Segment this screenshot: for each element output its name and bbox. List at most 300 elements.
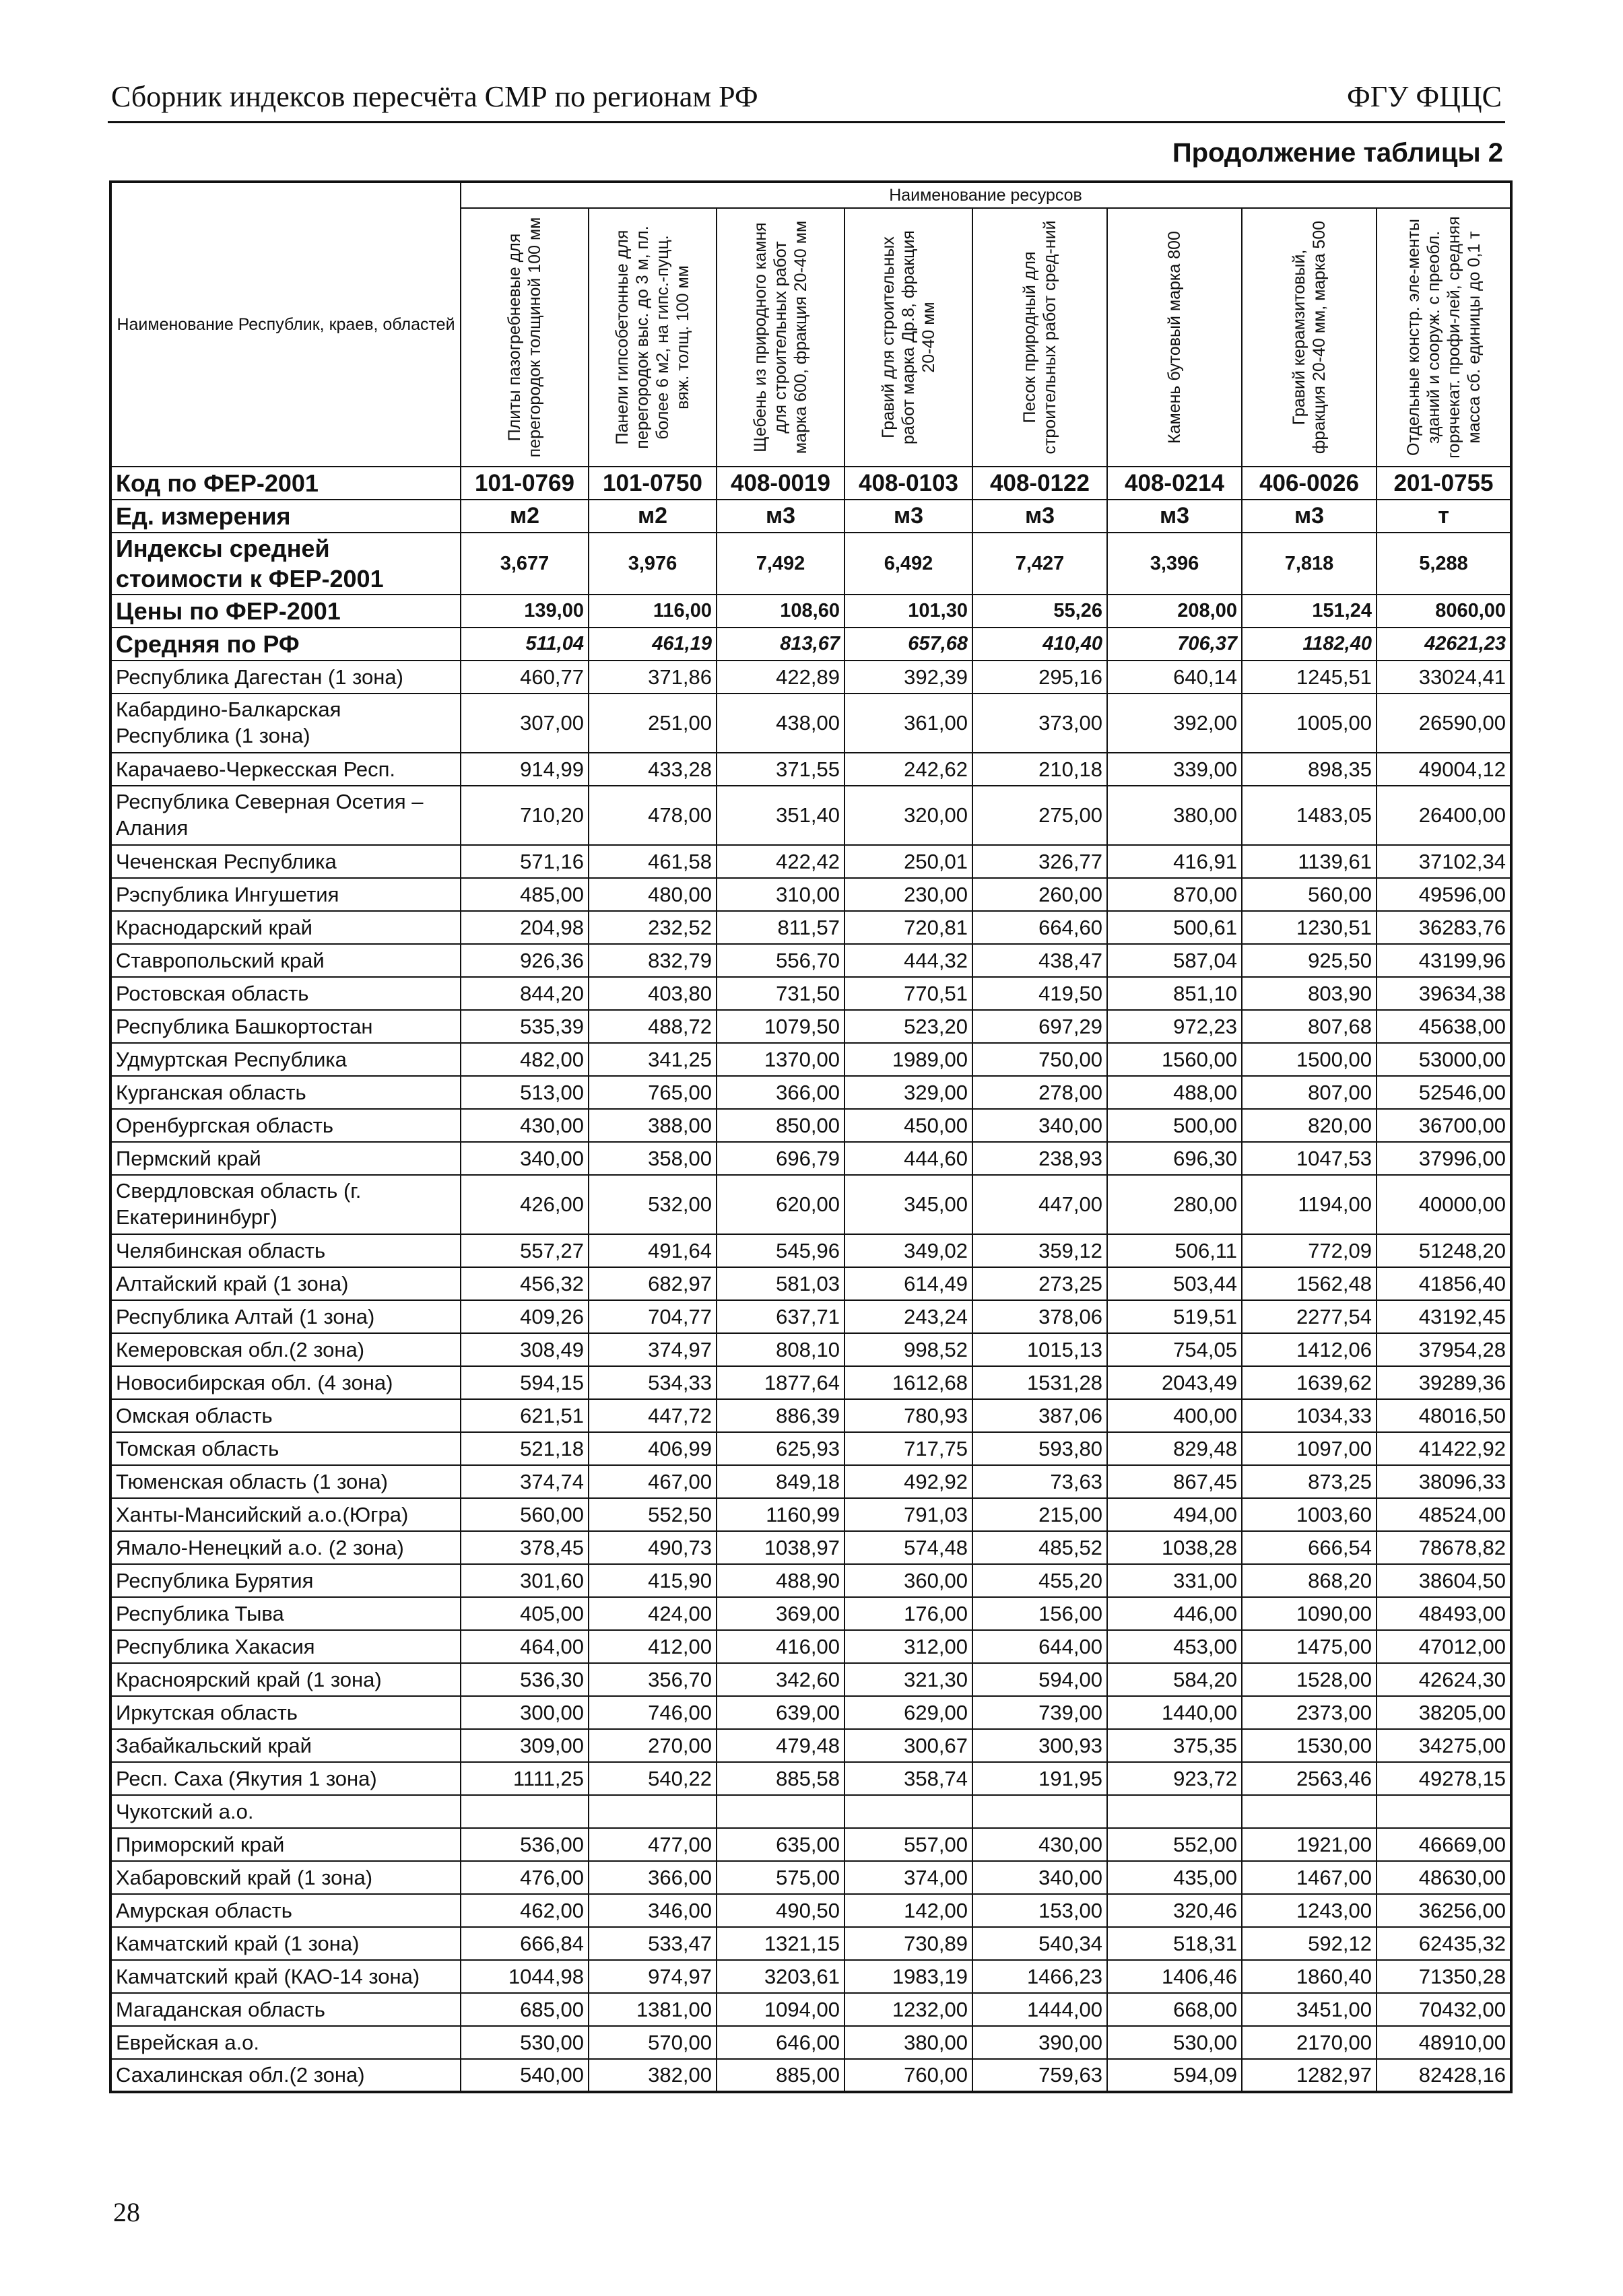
value-cell: 375,35 bbox=[1107, 1729, 1242, 1762]
value-cell: 594,09 bbox=[1107, 2059, 1242, 2092]
value-cell: 412,00 bbox=[589, 1630, 717, 1663]
value-cell: 1877,64 bbox=[717, 1366, 844, 1399]
value-cell: 533,47 bbox=[589, 1927, 717, 1960]
value-cell: 419,50 bbox=[972, 977, 1107, 1010]
table-row bbox=[110, 1828, 1511, 1861]
table-row bbox=[110, 1663, 1511, 1696]
value-cell: 374,74 bbox=[461, 1465, 589, 1498]
code-row bbox=[110, 467, 1511, 500]
code-row-cell: 101-0750 bbox=[589, 467, 717, 500]
value-cell: 62435,32 bbox=[1377, 1927, 1511, 1960]
index-row-cell: 3,976 bbox=[589, 533, 717, 595]
average-row-cell: 410,40 bbox=[972, 628, 1107, 661]
value-cell: 1531,28 bbox=[972, 1366, 1107, 1399]
value-cell: 320,46 bbox=[1107, 1894, 1242, 1927]
value-cell: 142,00 bbox=[844, 1894, 972, 1927]
region-name: Республика Бурятия bbox=[110, 1564, 461, 1597]
value-cell: 52546,00 bbox=[1377, 1076, 1511, 1109]
value-cell: 369,00 bbox=[717, 1597, 844, 1630]
value-cell: 540,22 bbox=[589, 1762, 717, 1795]
value-cell: 593,80 bbox=[972, 1432, 1107, 1465]
value-cell: 53000,00 bbox=[1377, 1043, 1511, 1076]
value-cell: 488,00 bbox=[1107, 1076, 1242, 1109]
value-cell: 1038,28 bbox=[1107, 1531, 1242, 1564]
table-row bbox=[110, 1142, 1511, 1175]
value-cell: 351,40 bbox=[717, 786, 844, 845]
unit-row-cell: м2 bbox=[461, 500, 589, 533]
value-cell: 467,00 bbox=[589, 1465, 717, 1498]
value-cell: 374,97 bbox=[589, 1333, 717, 1366]
table-row bbox=[110, 1795, 1511, 1828]
value-cell: 320,00 bbox=[844, 786, 972, 845]
value-cell: 326,77 bbox=[972, 845, 1107, 878]
value-cell: 575,00 bbox=[717, 1861, 844, 1894]
value-cell: 829,48 bbox=[1107, 1432, 1242, 1465]
value-cell: 1381,00 bbox=[589, 1993, 717, 2026]
value-cell: 346,00 bbox=[589, 1894, 717, 1927]
index-row-cell: 7,427 bbox=[972, 533, 1107, 595]
table-row bbox=[110, 2059, 1511, 2092]
value-cell: 342,60 bbox=[717, 1663, 844, 1696]
value-cell: 490,50 bbox=[717, 1894, 844, 1927]
region-name: Республика Башкортостан bbox=[110, 1010, 461, 1043]
value-cell: 540,34 bbox=[972, 1927, 1107, 1960]
average-row-label: Средняя по РФ bbox=[110, 628, 461, 661]
code-row-cell: 101-0769 bbox=[461, 467, 589, 500]
value-cell: 392,00 bbox=[1107, 694, 1242, 753]
value-cell: 739,00 bbox=[972, 1696, 1107, 1729]
value-cell: 850,00 bbox=[717, 1109, 844, 1142]
price-row-cell: 108,60 bbox=[717, 595, 844, 628]
value-cell: 1139,61 bbox=[1242, 845, 1377, 878]
value-cell: 1321,15 bbox=[717, 1927, 844, 1960]
region-name: Забайкальский край bbox=[110, 1729, 461, 1762]
value-cell: 1230,51 bbox=[1242, 911, 1377, 944]
region-name: Хабаровский край (1 зона) bbox=[110, 1861, 461, 1894]
value-cell: 885,00 bbox=[717, 2059, 844, 2092]
value-cell: 696,79 bbox=[717, 1142, 844, 1175]
unit-row-cell: т bbox=[1377, 500, 1511, 533]
value-cell: 273,25 bbox=[972, 1267, 1107, 1300]
value-cell: 3451,00 bbox=[1242, 1993, 1377, 2026]
value-cell: 1440,00 bbox=[1107, 1696, 1242, 1729]
value-cell: 521,18 bbox=[461, 1432, 589, 1465]
table-row bbox=[110, 845, 1511, 878]
value-cell: 710,20 bbox=[461, 786, 589, 845]
value-cell: 215,00 bbox=[972, 1498, 1107, 1531]
average-row-cell: 511,04 bbox=[461, 628, 589, 661]
value-cell: 43192,45 bbox=[1377, 1300, 1511, 1333]
value-cell: 447,00 bbox=[972, 1175, 1107, 1234]
value-cell: 646,00 bbox=[717, 2026, 844, 2059]
value-cell: 479,48 bbox=[717, 1729, 844, 1762]
value-cell: 42624,30 bbox=[1377, 1663, 1511, 1696]
value-cell: 730,89 bbox=[844, 1927, 972, 1960]
region-name: Республика Алтай (1 зона) bbox=[110, 1300, 461, 1333]
region-name: Сахалинская обл.(2 зона) bbox=[110, 2059, 461, 2092]
value-cell: 635,00 bbox=[717, 1828, 844, 1861]
value-cell: 1034,33 bbox=[1242, 1399, 1377, 1432]
value-cell: 685,00 bbox=[461, 1993, 589, 2026]
value-cell: 340,00 bbox=[461, 1142, 589, 1175]
region-name: Ханты-Мансийский а.о.(Югра) bbox=[110, 1498, 461, 1531]
value-cell: 491,64 bbox=[589, 1234, 717, 1267]
region-name: Кемеровская обл.(2 зона) bbox=[110, 1333, 461, 1366]
value-cell: 760,00 bbox=[844, 2059, 972, 2092]
unit-row-cell: м3 bbox=[717, 500, 844, 533]
value-cell: 1005,00 bbox=[1242, 694, 1377, 753]
value-cell: 1466,23 bbox=[972, 1960, 1107, 1993]
region-name: Камчатский край (КАО-14 зона) bbox=[110, 1960, 461, 1993]
value-cell: 540,00 bbox=[461, 2059, 589, 2092]
value-cell: 490,73 bbox=[589, 1531, 717, 1564]
value-cell: 360,00 bbox=[844, 1564, 972, 1597]
table-row bbox=[110, 1894, 1511, 1927]
value-cell: 811,57 bbox=[717, 911, 844, 944]
table-row bbox=[110, 661, 1511, 694]
value-cell: 308,49 bbox=[461, 1333, 589, 1366]
value-cell: 2563,46 bbox=[1242, 1762, 1377, 1795]
value-cell: 378,45 bbox=[461, 1531, 589, 1564]
value-cell: 460,77 bbox=[461, 661, 589, 694]
value-cell: 1475,00 bbox=[1242, 1630, 1377, 1663]
value-cell: 1160,99 bbox=[717, 1498, 844, 1531]
value-cell: 480,00 bbox=[589, 878, 717, 911]
region-name: Карачаево-Черкесская Респ. bbox=[110, 753, 461, 786]
table-row bbox=[110, 753, 1511, 786]
resources-group-header: Наименование ресурсов bbox=[461, 182, 1511, 208]
value-cell: 807,00 bbox=[1242, 1076, 1377, 1109]
value-cell: 535,39 bbox=[461, 1010, 589, 1043]
value-cell: 1243,00 bbox=[1242, 1894, 1377, 1927]
value-cell: 464,00 bbox=[461, 1630, 589, 1663]
value-cell: 41422,92 bbox=[1377, 1432, 1511, 1465]
value-cell: 500,61 bbox=[1107, 911, 1242, 944]
average-row-cell: 42621,23 bbox=[1377, 628, 1511, 661]
value-cell: 33024,41 bbox=[1377, 661, 1511, 694]
value-cell: 1090,00 bbox=[1242, 1597, 1377, 1630]
value-cell: 321,30 bbox=[844, 1663, 972, 1696]
region-name: Свердловская область (г. Екатерининбург) bbox=[110, 1175, 461, 1234]
region-column-header: Наименование Республик, краев, областей bbox=[110, 182, 461, 467]
value-cell: 45638,00 bbox=[1377, 1010, 1511, 1043]
table-row bbox=[110, 1333, 1511, 1366]
value-cell: 2043,49 bbox=[1107, 1366, 1242, 1399]
value-cell: 71350,28 bbox=[1377, 1960, 1511, 1993]
value-cell: 339,00 bbox=[1107, 753, 1242, 786]
value-cell: 518,31 bbox=[1107, 1927, 1242, 1960]
value-cell: 48630,00 bbox=[1377, 1861, 1511, 1894]
index-row-cell: 6,492 bbox=[844, 533, 972, 595]
value-cell: 832,79 bbox=[589, 944, 717, 977]
value-cell: 849,18 bbox=[717, 1465, 844, 1498]
value-cell: 70432,00 bbox=[1377, 1993, 1511, 2026]
average-row-cell: 706,37 bbox=[1107, 628, 1242, 661]
value-cell: 644,00 bbox=[972, 1630, 1107, 1663]
value-cell: 438,00 bbox=[717, 694, 844, 753]
region-name: Ямало-Ненецкий а.о. (2 зона) bbox=[110, 1531, 461, 1564]
region-name: Республика Дагестан (1 зона) bbox=[110, 661, 461, 694]
value-cell: 446,00 bbox=[1107, 1597, 1242, 1630]
value-cell: 371,55 bbox=[717, 753, 844, 786]
value-cell: 803,90 bbox=[1242, 977, 1377, 1010]
region-name: Чукотский а.о. bbox=[110, 1795, 461, 1828]
value-cell: 1467,00 bbox=[1242, 1861, 1377, 1894]
table-row bbox=[110, 1076, 1511, 1109]
value-cell: 422,42 bbox=[717, 845, 844, 878]
value-cell: 39634,38 bbox=[1377, 977, 1511, 1010]
value-cell: 275,00 bbox=[972, 786, 1107, 845]
value-cell: 807,68 bbox=[1242, 1010, 1377, 1043]
region-name: Республика Северная Осетия – Алания bbox=[110, 786, 461, 845]
value-cell: 26400,00 bbox=[1377, 786, 1511, 845]
value-cell: 51248,20 bbox=[1377, 1234, 1511, 1267]
value-cell: 380,00 bbox=[1107, 786, 1242, 845]
value-cell: 668,00 bbox=[1107, 1993, 1242, 2026]
resource-column-header: Песок природный для строительных работ сред-ний bbox=[972, 208, 1107, 467]
value-cell: 513,00 bbox=[461, 1076, 589, 1109]
region-name: Ростовская область bbox=[110, 977, 461, 1010]
value-cell: 40000,00 bbox=[1377, 1175, 1511, 1234]
value-cell: 873,25 bbox=[1242, 1465, 1377, 1498]
value-cell bbox=[717, 1795, 844, 1828]
unit-row-cell: м3 bbox=[972, 500, 1107, 533]
value-cell: 488,90 bbox=[717, 1564, 844, 1597]
value-cell: 426,00 bbox=[461, 1175, 589, 1234]
value-cell: 415,90 bbox=[589, 1564, 717, 1597]
value-cell: 1528,00 bbox=[1242, 1663, 1377, 1696]
value-cell: 380,00 bbox=[844, 2026, 972, 2059]
region-name: Тюменская область (1 зона) bbox=[110, 1465, 461, 1498]
price-row-cell: 55,26 bbox=[972, 595, 1107, 628]
value-cell: 614,49 bbox=[844, 1267, 972, 1300]
index-row-cell: 5,288 bbox=[1377, 533, 1511, 595]
region-name: Иркутская область bbox=[110, 1696, 461, 1729]
value-cell: 1530,00 bbox=[1242, 1729, 1377, 1762]
price-row-cell: 101,30 bbox=[844, 595, 972, 628]
table-row bbox=[110, 786, 1511, 845]
code-row-cell: 408-0214 bbox=[1107, 467, 1242, 500]
code-row-cell: 408-0103 bbox=[844, 467, 972, 500]
unit-row bbox=[110, 500, 1511, 533]
region-name: Чеченская Республика bbox=[110, 845, 461, 878]
value-cell: 456,32 bbox=[461, 1267, 589, 1300]
index-row-label: Индексы средней стоимости к ФЕР-2001 bbox=[110, 533, 461, 595]
region-name: Рэспублика Ингушетия bbox=[110, 878, 461, 911]
value-cell: 560,00 bbox=[1242, 878, 1377, 911]
region-name: Кабардино-Балкарская Республика (1 зона) bbox=[110, 694, 461, 753]
value-cell: 1047,53 bbox=[1242, 1142, 1377, 1175]
value-cell: 38604,50 bbox=[1377, 1564, 1511, 1597]
value-cell: 307,00 bbox=[461, 694, 589, 753]
value-cell bbox=[1242, 1795, 1377, 1828]
value-cell: 867,45 bbox=[1107, 1465, 1242, 1498]
value-cell: 587,04 bbox=[1107, 944, 1242, 977]
price-row-cell: 208,00 bbox=[1107, 595, 1242, 628]
code-row-cell: 408-0019 bbox=[717, 467, 844, 500]
index-row-cell: 3,396 bbox=[1107, 533, 1242, 595]
value-cell: 492,92 bbox=[844, 1465, 972, 1498]
value-cell: 523,20 bbox=[844, 1010, 972, 1043]
value-cell: 530,00 bbox=[1107, 2026, 1242, 2059]
value-cell: 885,58 bbox=[717, 1762, 844, 1795]
value-cell: 720,81 bbox=[844, 911, 972, 944]
value-cell bbox=[1377, 1795, 1511, 1828]
value-cell: 36700,00 bbox=[1377, 1109, 1511, 1142]
value-cell: 488,72 bbox=[589, 1010, 717, 1043]
value-cell: 405,00 bbox=[461, 1597, 589, 1630]
region-name: Удмуртская Республика bbox=[110, 1043, 461, 1076]
value-cell: 450,00 bbox=[844, 1109, 972, 1142]
value-cell: 204,98 bbox=[461, 911, 589, 944]
table-row bbox=[110, 1267, 1511, 1300]
value-cell: 552,00 bbox=[1107, 1828, 1242, 1861]
value-cell: 461,58 bbox=[589, 845, 717, 878]
resource-column-header: Гравий керамзитовый, фракция 20-40 мм, марка 500 bbox=[1242, 208, 1377, 467]
table-continuation-title: Продолжение таблицы 2 bbox=[1172, 138, 1503, 168]
value-cell: 625,93 bbox=[717, 1432, 844, 1465]
value-cell: 570,00 bbox=[589, 2026, 717, 2059]
table-row bbox=[110, 1432, 1511, 1465]
value-cell: 422,89 bbox=[717, 661, 844, 694]
value-cell: 1111,25 bbox=[461, 1762, 589, 1795]
value-cell: 37954,28 bbox=[1377, 1333, 1511, 1366]
table-row bbox=[110, 1043, 1511, 1076]
average-row-cell: 813,67 bbox=[717, 628, 844, 661]
value-cell bbox=[844, 1795, 972, 1828]
price-row bbox=[110, 595, 1511, 628]
value-cell: 1639,62 bbox=[1242, 1366, 1377, 1399]
value-cell: 345,00 bbox=[844, 1175, 972, 1234]
value-cell: 153,00 bbox=[972, 1894, 1107, 1927]
unit-row-cell: м3 bbox=[1242, 500, 1377, 533]
value-cell: 373,00 bbox=[972, 694, 1107, 753]
value-cell: 1483,05 bbox=[1242, 786, 1377, 845]
value-cell: 366,00 bbox=[589, 1861, 717, 1894]
value-cell: 1044,98 bbox=[461, 1960, 589, 1993]
region-name: Оренбургская область bbox=[110, 1109, 461, 1142]
value-cell: 1282,97 bbox=[1242, 2059, 1377, 2092]
index-row-cell: 7,492 bbox=[717, 533, 844, 595]
value-cell: 666,84 bbox=[461, 1927, 589, 1960]
value-cell: 1094,00 bbox=[717, 1993, 844, 2026]
region-name: Омская область bbox=[110, 1399, 461, 1432]
value-cell: 1079,50 bbox=[717, 1010, 844, 1043]
page-number: 28 bbox=[113, 2197, 140, 2227]
value-cell: 403,80 bbox=[589, 977, 717, 1010]
value-cell: 358,74 bbox=[844, 1762, 972, 1795]
value-cell: 371,86 bbox=[589, 661, 717, 694]
value-cell: 47012,00 bbox=[1377, 1630, 1511, 1663]
value-cell: 571,16 bbox=[461, 845, 589, 878]
value-cell: 37102,34 bbox=[1377, 845, 1511, 878]
value-cell: 280,00 bbox=[1107, 1175, 1242, 1234]
value-cell: 637,71 bbox=[717, 1300, 844, 1333]
value-cell: 759,63 bbox=[972, 2059, 1107, 2092]
table-row bbox=[110, 1630, 1511, 1663]
table-row bbox=[110, 1399, 1511, 1432]
value-cell: 972,23 bbox=[1107, 1010, 1242, 1043]
value-cell: 453,00 bbox=[1107, 1630, 1242, 1663]
value-cell: 851,10 bbox=[1107, 977, 1242, 1010]
region-name: Респ. Саха (Якутия 1 зона) bbox=[110, 1762, 461, 1795]
value-cell: 242,62 bbox=[844, 753, 972, 786]
value-cell: 868,20 bbox=[1242, 1564, 1377, 1597]
value-cell: 898,35 bbox=[1242, 753, 1377, 786]
table-row bbox=[110, 694, 1511, 753]
region-name: Ставропольский край bbox=[110, 944, 461, 977]
value-cell: 37996,00 bbox=[1377, 1142, 1511, 1175]
value-cell: 584,20 bbox=[1107, 1663, 1242, 1696]
value-cell: 870,00 bbox=[1107, 878, 1242, 911]
value-cell: 500,00 bbox=[1107, 1109, 1242, 1142]
value-cell: 696,30 bbox=[1107, 1142, 1242, 1175]
value-cell: 581,03 bbox=[717, 1267, 844, 1300]
value-cell: 519,51 bbox=[1107, 1300, 1242, 1333]
value-cell: 356,70 bbox=[589, 1663, 717, 1696]
average-row bbox=[110, 628, 1511, 661]
running-header-org: ФГУ ФЦЦС bbox=[1346, 80, 1502, 113]
value-cell bbox=[589, 1795, 717, 1828]
value-cell: 38096,33 bbox=[1377, 1465, 1511, 1498]
value-cell: 923,72 bbox=[1107, 1762, 1242, 1795]
value-cell: 329,00 bbox=[844, 1076, 972, 1109]
unit-row-cell: м2 bbox=[589, 500, 717, 533]
value-cell: 39289,36 bbox=[1377, 1366, 1511, 1399]
value-cell: 926,36 bbox=[461, 944, 589, 977]
value-cell: 1989,00 bbox=[844, 1043, 972, 1076]
value-cell: 1983,19 bbox=[844, 1960, 972, 1993]
value-cell: 349,02 bbox=[844, 1234, 972, 1267]
value-cell: 477,00 bbox=[589, 1828, 717, 1861]
value-cell: 48016,50 bbox=[1377, 1399, 1511, 1432]
value-cell: 82428,16 bbox=[1377, 2059, 1511, 2092]
table-row bbox=[110, 878, 1511, 911]
value-cell: 361,00 bbox=[844, 694, 972, 753]
table-row bbox=[110, 1465, 1511, 1498]
value-cell: 409,26 bbox=[461, 1300, 589, 1333]
value-cell: 3203,61 bbox=[717, 1960, 844, 1993]
value-cell: 791,03 bbox=[844, 1498, 972, 1531]
table-row bbox=[110, 1564, 1511, 1597]
table-row bbox=[110, 1960, 1511, 1993]
value-cell: 341,25 bbox=[589, 1043, 717, 1076]
index-row-cell: 3,677 bbox=[461, 533, 589, 595]
value-cell: 34275,00 bbox=[1377, 1729, 1511, 1762]
table-row bbox=[110, 1234, 1511, 1267]
value-cell: 232,52 bbox=[589, 911, 717, 944]
region-name: Амурская область bbox=[110, 1894, 461, 1927]
value-cell: 300,93 bbox=[972, 1729, 1107, 1762]
value-cell: 629,00 bbox=[844, 1696, 972, 1729]
region-name: Республика Тыва bbox=[110, 1597, 461, 1630]
value-cell: 295,16 bbox=[972, 661, 1107, 694]
value-cell: 430,00 bbox=[461, 1109, 589, 1142]
value-cell: 750,00 bbox=[972, 1043, 1107, 1076]
value-cell: 41856,40 bbox=[1377, 1267, 1511, 1300]
value-cell: 1038,97 bbox=[717, 1531, 844, 1564]
value-cell: 731,50 bbox=[717, 977, 844, 1010]
average-row-cell: 1182,40 bbox=[1242, 628, 1377, 661]
price-row-cell: 139,00 bbox=[461, 595, 589, 628]
region-name: Приморский край bbox=[110, 1828, 461, 1861]
value-cell: 476,00 bbox=[461, 1861, 589, 1894]
value-cell: 359,12 bbox=[972, 1234, 1107, 1267]
value-cell bbox=[461, 1795, 589, 1828]
table-row bbox=[110, 1010, 1511, 1043]
value-cell: 820,00 bbox=[1242, 1109, 1377, 1142]
value-cell: 416,91 bbox=[1107, 845, 1242, 878]
